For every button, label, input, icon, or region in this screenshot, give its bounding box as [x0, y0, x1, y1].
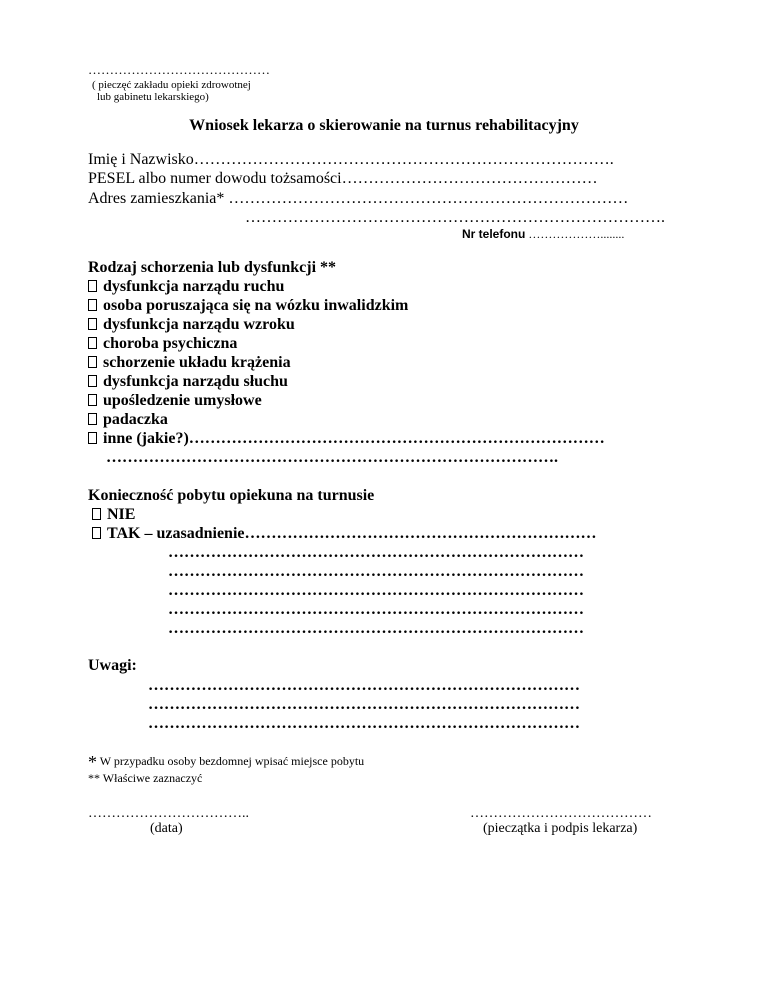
remarks-line[interactable]: ……………………………………………………………………… — [148, 696, 580, 713]
checkbox-label: schorzenie układu krążenia — [103, 354, 291, 371]
checkbox-label: padaczka — [103, 411, 168, 428]
checkbox-label: TAK – uzasadnienie………………………………………………………… — [107, 525, 597, 542]
checkbox-label: inne (jakie?)…………………………………………………………………… — [103, 430, 605, 447]
justification-line[interactable]: …………………………………………………………………… — [168, 582, 584, 599]
name-field[interactable]: Imię i Nazwisko……………………………………………………………………. — [88, 151, 614, 168]
checkbox-icon[interactable] — [92, 508, 101, 520]
footnote-mark-appropriate: ** Właściwe zaznaczyć — [88, 771, 203, 785]
checkbox-item-circulatory[interactable] — [88, 354, 291, 372]
address-field[interactable]: Adres zamieszkania* ………………………………………………………………… — [88, 190, 629, 207]
checkbox-icon[interactable] — [88, 318, 97, 330]
checkbox-label: upośledzenie umysłowe — [103, 392, 262, 409]
checkbox-item-intellectual[interactable] — [88, 392, 262, 410]
justification-line[interactable]: …………………………………………………………………… — [168, 620, 584, 637]
remarks-line[interactable]: ……………………………………………………………………… — [148, 677, 580, 694]
checkbox-icon[interactable] — [88, 337, 97, 349]
checkbox-label: dysfunkcja narządu ruchu — [103, 278, 285, 295]
checkbox-item-wheelchair[interactable] — [88, 297, 408, 315]
caregiver-option-yes[interactable] — [92, 525, 597, 543]
signature-field[interactable]: ………………………………… — [470, 806, 652, 821]
dysfunction-heading: Rodzaj schorzenia lub dysfunkcji ** — [88, 259, 337, 276]
date-label: (data) — [150, 821, 183, 836]
caregiver-option-no[interactable] — [92, 506, 135, 524]
checkbox-icon[interactable] — [92, 527, 101, 539]
checkbox-label: dysfunkcja narządu słuchu — [103, 373, 288, 390]
checkbox-label: choroba psychiczna — [103, 335, 238, 352]
date-field[interactable]: …………………………….. — [88, 806, 249, 821]
justification-line[interactable]: …………………………………………………………………… — [168, 601, 584, 618]
phone-field[interactable] — [462, 227, 624, 242]
stamp-dots: …………………………………… — [88, 62, 270, 77]
checkbox-icon[interactable] — [88, 432, 97, 444]
checkbox-item-mental-illness[interactable] — [88, 335, 237, 353]
caregiver-heading: Konieczność pobytu opiekuna na turnusie — [88, 487, 375, 504]
justification-line[interactable]: …………………………………………………………………… — [168, 563, 584, 580]
remarks-line[interactable]: ……………………………………………………………………… — [148, 715, 580, 732]
checkbox-icon[interactable] — [88, 394, 97, 406]
checkbox-icon[interactable] — [88, 280, 97, 292]
checkbox-icon[interactable] — [88, 413, 97, 425]
address-continuation-field[interactable]: ……………………………………………………………………. — [245, 209, 665, 226]
pesel-field[interactable]: PESEL albo numer dowodu tożsamości………………………………………… — [88, 170, 598, 187]
signature-label: (pieczątka i podpis lekarza) — [483, 821, 638, 836]
remarks-heading: Uwagi: — [88, 657, 137, 674]
stamp-caption-line2: lub gabinetu lekarskiego) — [97, 91, 209, 103]
checkbox-label: dysfunkcja narządu wzroku — [103, 316, 295, 333]
checkbox-label: osoba poruszająca się na wózku inwalidzkim — [103, 297, 409, 314]
phone-label: Nr telefonu — [462, 227, 526, 241]
stamp-caption-line1: ( pieczęć zakładu opieki zdrowotnej — [92, 79, 251, 91]
checkbox-icon[interactable] — [88, 375, 97, 387]
checkbox-icon[interactable] — [88, 356, 97, 368]
document-title: Wniosek lekarza o skierowanie na turnus rehabilitacyjny — [189, 117, 579, 134]
phone-dots: ………………........ — [525, 227, 625, 241]
checkbox-label: NIE — [107, 506, 136, 523]
footnote-text: W przypadku osoby bezdomnej wpisać miejsce pobytu — [97, 754, 365, 768]
other-continuation-field[interactable]: …………………………………………………………………………. — [106, 449, 558, 466]
footnote-star: * — [88, 752, 97, 772]
checkbox-item-hearing[interactable] — [88, 373, 288, 391]
checkbox-icon[interactable] — [88, 299, 97, 311]
footnote-homeless — [88, 752, 364, 773]
justification-line[interactable]: …………………………………………………………………… — [168, 544, 584, 561]
checkbox-item-epilepsy[interactable] — [88, 411, 168, 429]
checkbox-item-vision[interactable] — [88, 316, 295, 334]
checkbox-item-other[interactable] — [88, 430, 605, 448]
checkbox-item-movement[interactable] — [88, 278, 284, 296]
